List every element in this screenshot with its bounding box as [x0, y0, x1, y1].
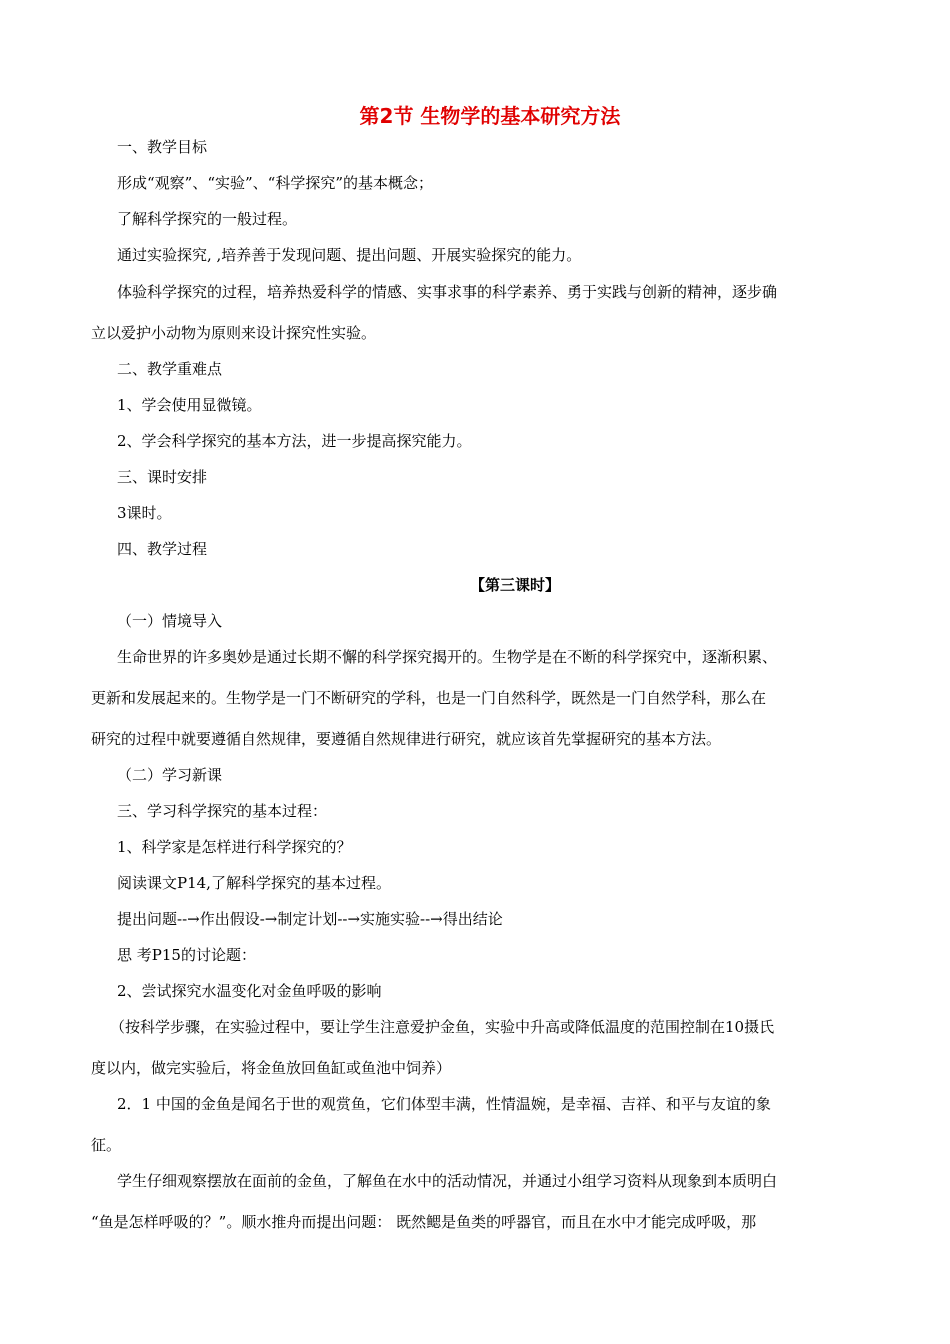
heading-new-lesson: （二）学习新课	[117, 766, 223, 784]
body-line: “鱼是怎样呼吸的？”。顺水推舟而提出问题： 既然鳃是鱼类的呼器官，而且在水中才能完成呼吸，那	[91, 1213, 757, 1231]
heading-teaching-goals: 一、教学目标	[117, 138, 208, 156]
heading-schedule: 三、课时安排	[117, 468, 208, 486]
body-line: 思 考P15的讨论题：	[117, 946, 256, 964]
section-title: 第2节 生物学的基本研究方法	[359, 104, 621, 128]
body-line: 度以内，做完实验后，将金鱼放回鱼缸或鱼池中饲养）	[91, 1059, 452, 1077]
schedule-line: 3课时。	[117, 504, 172, 522]
body-line: 2、尝试探究水温变化对金鱼呼吸的影响	[117, 982, 382, 1000]
intro-line: 更新和发展起来的。生物学是一门不断研究的学科，也是一门自然科学，既然是一门自然学科，那么在	[91, 689, 767, 707]
goal-line: 通过实验探究, ,培养善于发现问题、提出问题、开展实验探究的能力。	[117, 246, 582, 264]
key-point-line: 2、学会科学探究的基本方法，进一步提高探究能力。	[117, 432, 472, 450]
heading-process: 四、教学过程	[117, 540, 208, 558]
body-line: 征。	[91, 1136, 122, 1154]
goal-line: 了解科学探究的一般过程。	[117, 210, 298, 228]
body-line: 三、学习科学探究的基本过程：	[117, 802, 328, 820]
goal-line: 立以爱护小动物为原则来设计探究性实验。	[91, 324, 377, 342]
intro-line: 研究的过程中就要遵循自然规律，要遵循自然规律进行研究，就应该首先掌握研究的基本方法。	[91, 730, 722, 748]
body-line: 学生仔细观察摆放在面前的金鱼，了解鱼在水中的活动情况，并通过小组学习资料从现象到本质明白	[117, 1172, 778, 1190]
body-line: （按科学步骤，在实验过程中，要让学生注意爱护金鱼，实验中升高或降低温度的范围控制在10摄氏	[110, 1018, 775, 1036]
body-line: 2．1 中国的金鱼是闻名于世的观赏鱼，它们体型丰满，性情温婉，是幸福、吉祥、和平与友谊的象	[117, 1095, 771, 1113]
body-line: 阅读课文P14,了解科学探究的基本过程。	[117, 874, 391, 892]
body-line: 1、科学家是怎样进行科学探究的？	[117, 838, 352, 856]
goal-line: 体验科学探究的过程，培养热爱科学的情感、实事求事的科学素养、勇于实践与创新的精神，逐步确	[117, 283, 778, 301]
key-point-line: 1、学会使用显微镜。	[117, 396, 262, 414]
heading-key-points: 二、教学重难点	[117, 360, 223, 378]
intro-line: 生命世界的许多奥妙是通过长期不懈的科学探究揭开的。生物学是在不断的科学探究中，逐渐积累、	[117, 648, 778, 666]
goal-line: 形成“观察”、“实验”、“科学探究”的基本概念；	[117, 174, 434, 192]
lesson-subtitle: 【第三课时】	[469, 576, 560, 594]
heading-intro: （一）情境导入	[117, 612, 223, 630]
process-flow: 提出问题--→作出假设-→制定计划--→实施实验--→得出结论	[117, 910, 503, 928]
